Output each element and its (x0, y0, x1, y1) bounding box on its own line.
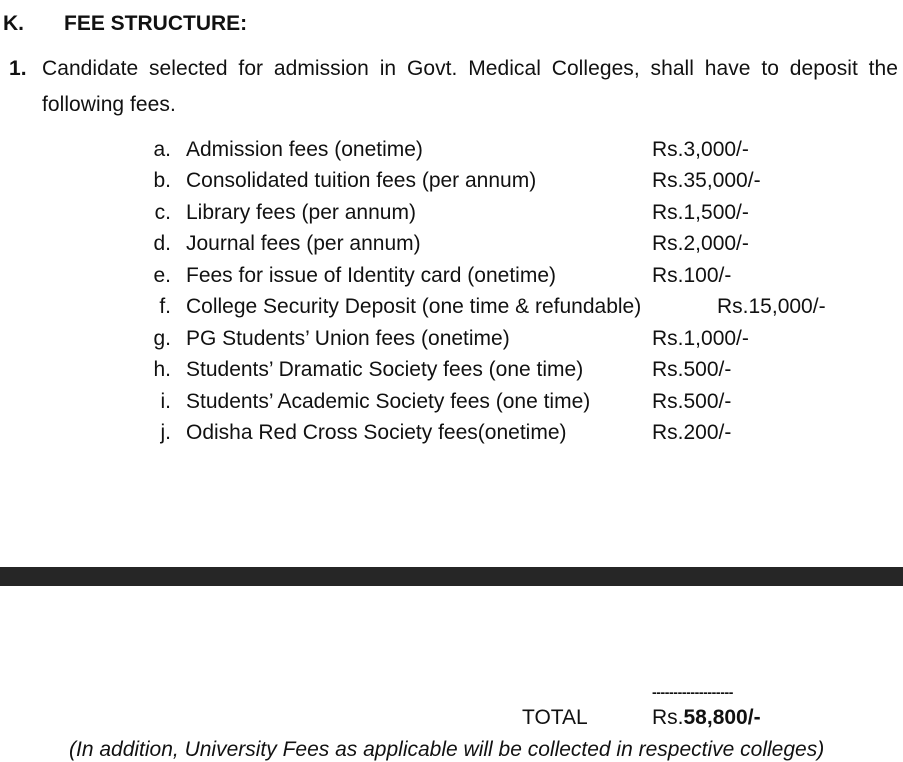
total-prefix: Rs. (652, 706, 684, 729)
fee-row (0, 232, 903, 260)
fee-letter: e. (153, 264, 171, 287)
item-text-line1: Candidate selected for admission in Govt. Medical Colleges, shall have to deposit the (42, 57, 898, 80)
fee-letter: c. (154, 201, 171, 224)
fee-row (0, 201, 903, 229)
fee-letter: h. (153, 358, 171, 381)
fee-description: Odisha Red Cross Society fees(onetime) (186, 421, 567, 444)
total-separator: ------------------- (652, 684, 733, 700)
fee-amount: Rs.100/- (652, 264, 732, 287)
fee-row (0, 390, 903, 418)
fee-amount: Rs.3,000/- (652, 138, 749, 161)
fee-row (0, 421, 903, 449)
fee-amount: Rs.2,000/- (652, 232, 749, 255)
fee-description: PG Students’ Union fees (onetime) (186, 327, 510, 350)
section-letter: K. (3, 12, 24, 35)
fee-amount: Rs.200/- (652, 421, 732, 444)
fee-description: College Security Deposit (one time & refundable) (186, 295, 642, 318)
fee-letter: f. (159, 295, 171, 318)
fee-amount: Rs.1,000/- (652, 327, 749, 350)
total-amount (652, 706, 761, 730)
university-fee-note: (In addition, University Fees as applicable will be collected in respective colleges) (69, 738, 825, 761)
section-title: FEE STRUCTURE: (64, 12, 248, 35)
fee-amount: Rs.35,000/- (652, 169, 761, 192)
fee-description: Fees for issue of Identity card (onetime) (186, 264, 556, 287)
fee-description: Consolidated tuition fees (per annum) (186, 169, 537, 192)
fee-amount: Rs.15,000/- (717, 295, 826, 318)
fee-description: Library fees (per annum) (186, 201, 416, 224)
page-break-band (0, 567, 903, 586)
fee-letter: a. (153, 138, 171, 161)
fee-amount: Rs.1,500/- (652, 201, 749, 224)
total-value: 58,800/- (683, 706, 761, 729)
fee-description: Students’ Dramatic Society fees (one time) (186, 358, 584, 381)
fee-letter: d. (153, 232, 171, 255)
fee-description: Admission fees (onetime) (186, 138, 423, 161)
fee-letter: i. (160, 390, 171, 413)
fee-row (0, 295, 903, 323)
fee-letter: g. (153, 327, 171, 350)
fee-row (0, 169, 903, 197)
fee-row (0, 138, 903, 166)
fee-amount: Rs.500/- (652, 390, 732, 413)
fee-row (0, 327, 903, 355)
fee-amount: Rs.500/- (652, 358, 732, 381)
fee-description: Students’ Academic Society fees (one time) (186, 390, 591, 413)
fee-row (0, 358, 903, 386)
fee-letter: j. (160, 421, 171, 444)
fee-row (0, 264, 903, 292)
fee-letter: b. (153, 169, 171, 192)
total-label: TOTAL (522, 706, 588, 729)
item-number: 1. (9, 57, 27, 80)
item-text-line2: following fees. (42, 93, 176, 116)
fee-description: Journal fees (per annum) (186, 232, 421, 255)
